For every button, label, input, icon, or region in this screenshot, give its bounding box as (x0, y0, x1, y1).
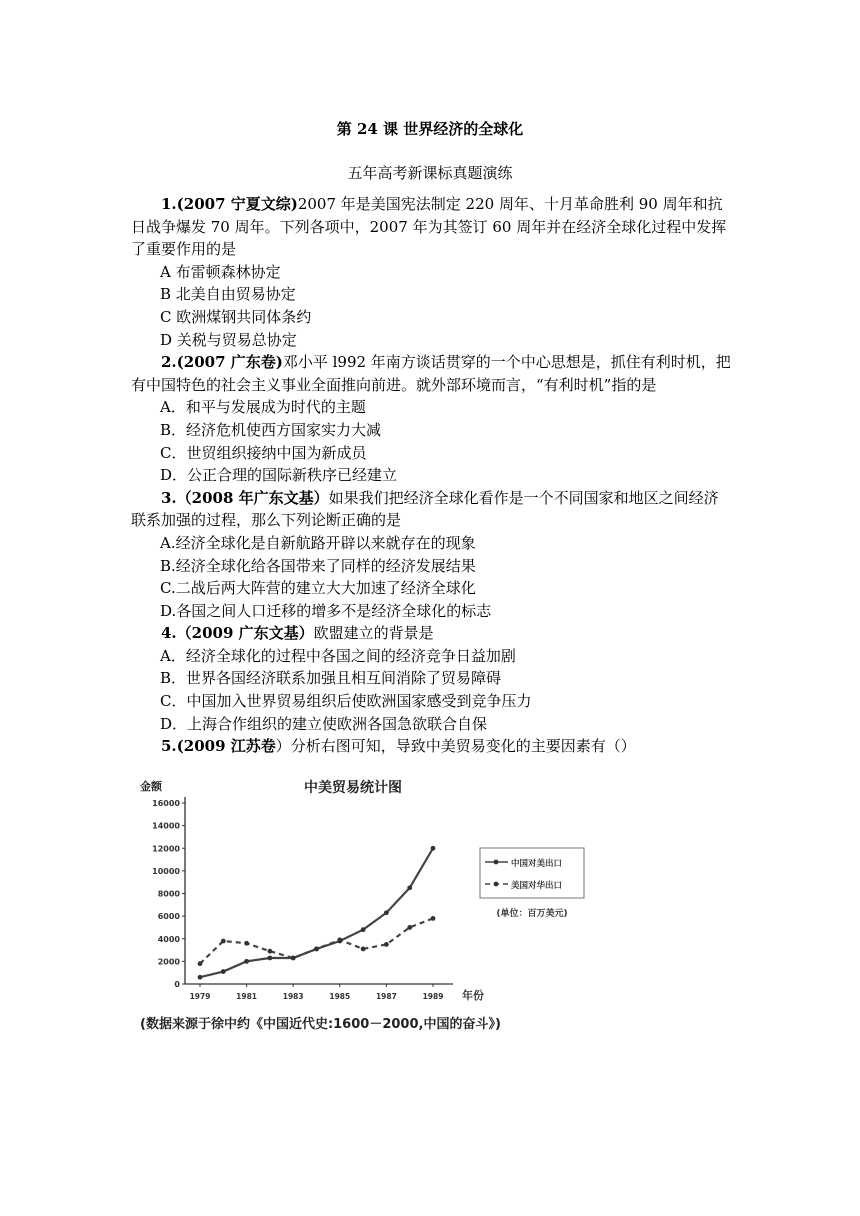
unit-note: (单位：百万美元) (496, 909, 568, 919)
legend-swatch-marker (494, 882, 499, 887)
y-tick-label: 10000 (152, 866, 180, 876)
option: C．世贸组织接纳中国为新成员 (160, 443, 367, 462)
series-china-exports-point (431, 846, 436, 851)
option: C 欧洲煤钢共同体条约 (160, 307, 312, 326)
series-china-exports-point (221, 969, 226, 974)
series-us-exports-point (314, 947, 319, 952)
option: D.各国之间人口迁移的增多不是经济全球化的标志 (160, 601, 492, 620)
y-tick-label: 16000 (152, 799, 180, 808)
x-tick-label: 1985 (329, 992, 351, 1001)
question-4 (131, 622, 731, 645)
option: B 北美自由贸易协定 (160, 285, 296, 304)
series-us-exports-line (200, 918, 433, 963)
option: A 布雷顿森林协定 (160, 262, 281, 281)
y-tick-label: 0 (174, 980, 180, 989)
series-china-exports-point (244, 959, 249, 964)
y-tick-label: 2000 (157, 957, 180, 967)
y-axis-label: 金额 (140, 780, 162, 793)
series-china-exports-point (268, 956, 273, 961)
question-number: 3. (161, 488, 177, 507)
option: A．经济全球化的过程中各国之间的经济竞争日益加剧 (160, 646, 516, 665)
series-us-exports-point (268, 949, 273, 954)
y-tick-label: 6000 (157, 912, 180, 922)
series-china-exports-point (384, 910, 389, 915)
option: C．中国加入世界贸易组织后使欧洲国家感受到竞争压力 (160, 692, 532, 711)
series-china-exports-line (200, 848, 433, 977)
question-source: (2009 江苏卷 (176, 737, 276, 756)
question-stem: ）分析右图可知，导致中美贸易变化的主要因素有（） (275, 737, 636, 756)
legend-label: 美国对华出口 (511, 881, 563, 891)
option: B．世界各国经济联系加强且相互间消除了贸易障碍 (160, 669, 502, 688)
option: B.经济全球化给各国带来了同样的经济发展结果 (160, 556, 476, 575)
y-tick-label: 8000 (157, 889, 180, 899)
legend-label: 中国对美出口 (511, 859, 563, 869)
series-china-exports-point (361, 927, 366, 932)
question-number: 5. (161, 737, 177, 756)
series-china-exports-point (198, 975, 203, 980)
x-tick-label: 1983 (282, 992, 304, 1001)
page-title: 第 24 课 世界经济的全球化 (336, 120, 524, 138)
option: D 关税与贸易总协定 (160, 330, 297, 349)
series-us-exports-point (244, 941, 249, 946)
series-us-exports-point (291, 956, 296, 961)
question-number: 2. (161, 353, 177, 372)
y-tick-label: 4000 (157, 934, 180, 944)
y-tick-label: 12000 (152, 844, 180, 854)
series-us-exports-point (198, 961, 203, 966)
question-number: 4. (161, 624, 177, 643)
option: D．公正合理的国际新秩序已经建立 (160, 466, 398, 485)
source-note: (数据来源于徐中约《中国近代史:1600－2000,中国的奋斗》) (140, 1017, 501, 1032)
series-us-exports-point (407, 925, 412, 930)
question-source: （2008 年广东文基） (176, 488, 329, 507)
series-us-exports-point (337, 937, 342, 942)
question-source: (2007 广东卷) (176, 353, 283, 372)
question-stem: 2007 年是美国宪法制定 220 周年、十月革命胜利 90 周年和抗日战争爆发 70 周年。下列各项中，2007 年为其签订 60 周年并在经济全球化过程中发挥了重要作用的是 (131, 195, 727, 259)
option: D．上海合作组织的建立使欧洲各国急欲联合自保 (160, 714, 488, 733)
series-us-exports-point (361, 947, 366, 952)
x-tick-label: 1981 (236, 992, 258, 1001)
option: A.经济全球化是自新航路开辟以来就存在的现象 (160, 533, 476, 552)
question-5 (131, 735, 731, 758)
x-axis-label: 年份 (462, 989, 484, 1002)
option: A．和平与发展成为时代的主题 (160, 398, 366, 417)
question-stem: 邓小平 l992 年南方谈话贯穿的一个中心思想是，抓住有利时机，把有中国特色的社会主义事业全面推向前进。就外部环境而言，“有利时机”指的是 (131, 353, 731, 394)
question-1 (131, 193, 731, 261)
y-tick-label: 14000 (152, 821, 180, 831)
question-stem: 如果我们把经济全球化看作是一个不同国家和地区之间经济联系加强的过程，那么下列论断正确的是 (131, 488, 719, 530)
legend-swatch-marker (494, 860, 499, 865)
x-tick-label: 1987 (375, 992, 397, 1001)
chart-title: 中美贸易统计图 (304, 780, 402, 796)
question-source: （2009 广东文基） (176, 624, 314, 643)
trade-chart (138, 770, 598, 1040)
series-us-exports-point (384, 942, 389, 947)
series-us-exports-point (431, 916, 436, 921)
question-3 (131, 487, 731, 532)
question-2 (131, 351, 731, 396)
series-us-exports-point (221, 939, 226, 944)
question-source: (2007 宁夏文综) (176, 195, 298, 213)
x-tick-label: 1979 (189, 992, 211, 1001)
question-list (131, 193, 731, 758)
option: B．经济危机使西方国家实力大减 (160, 420, 382, 439)
question-number: 1. (161, 195, 177, 213)
page-subtitle: 五年高考新课标真题演练 (347, 164, 513, 182)
series-china-exports-point (407, 885, 412, 890)
option: C.二战后两大阵营的建立大大加速了经济全球化 (160, 579, 476, 598)
x-tick-label: 1989 (422, 992, 444, 1001)
question-stem: 欧盟建立的背景是 (313, 624, 434, 643)
